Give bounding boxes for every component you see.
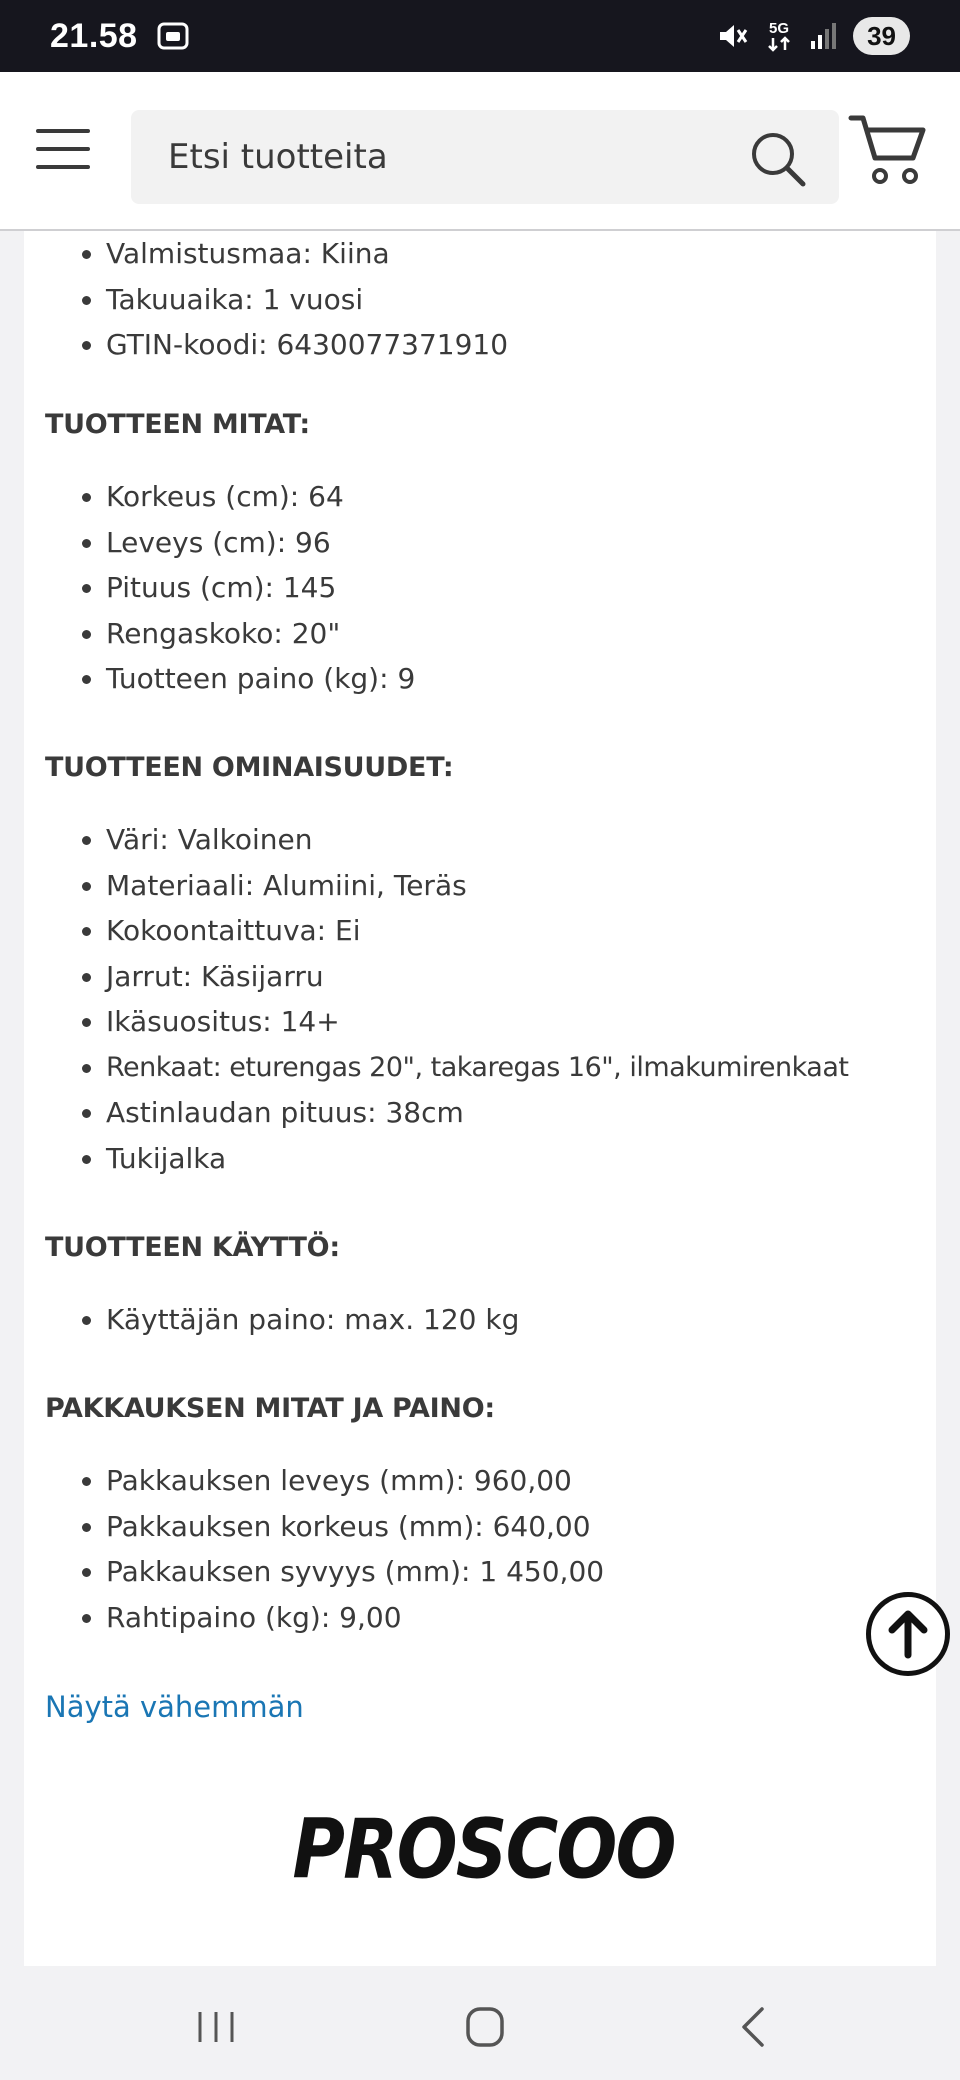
list-item: Pakkauksen korkeus (mm): 640,00 bbox=[24, 1504, 936, 1550]
back-icon[interactable] bbox=[724, 2002, 784, 2052]
list-item: Kokoontaittuva: Ei bbox=[24, 908, 936, 954]
section-heading-usage: TUOTTEEN KÄYTTÖ: bbox=[45, 1232, 340, 1263]
network-label: 5G bbox=[769, 20, 790, 37]
menu-line bbox=[36, 165, 90, 169]
product-details bbox=[24, 231, 936, 1966]
network-5g-icon bbox=[763, 18, 795, 54]
search-icon[interactable] bbox=[749, 130, 807, 188]
list-item: GTIN-koodi: 6430077371910 bbox=[24, 322, 936, 368]
recent-apps-icon[interactable] bbox=[186, 2002, 246, 2052]
section-heading-features: TUOTTEEN OMINAISUUDET: bbox=[45, 752, 454, 783]
search-box[interactable] bbox=[131, 110, 839, 204]
list-item: Takuuaika: 1 vuosi bbox=[24, 277, 936, 323]
spec-list-dimensions bbox=[24, 474, 936, 702]
list-item: Pakkauksen leveys (mm): 960,00 bbox=[24, 1458, 936, 1504]
list-item: Jarrut: Käsijarru bbox=[24, 954, 936, 1000]
list-item: Rengaskoko: 20" bbox=[24, 611, 936, 657]
list-item: Korkeus (cm): 64 bbox=[24, 474, 936, 520]
mute-icon bbox=[715, 19, 749, 53]
brand-name: PROSCOO bbox=[292, 1803, 675, 1898]
cart-icon[interactable] bbox=[848, 112, 926, 188]
section-heading-dimensions: TUOTTEEN MITAT: bbox=[45, 409, 310, 440]
list-item: Astinlaudan pituus: 38cm bbox=[24, 1090, 936, 1136]
spec-list-package bbox=[24, 1458, 936, 1640]
scroll-to-top-button[interactable] bbox=[866, 1592, 950, 1676]
list-item: Materiaali: Alumiini, Teräs bbox=[24, 863, 936, 909]
status-left bbox=[50, 17, 190, 56]
list-item: Pakkauksen syvyys (mm): 1 450,00 bbox=[24, 1549, 936, 1595]
status-bar bbox=[0, 0, 960, 72]
list-item: Ikäsuositus: 14+ bbox=[24, 999, 936, 1045]
home-icon[interactable] bbox=[455, 2002, 515, 2052]
screenshot-icon bbox=[156, 21, 190, 51]
list-item: Käyttäjän paino: max. 120 kg bbox=[24, 1297, 936, 1343]
search-input[interactable] bbox=[168, 110, 728, 204]
spec-list-usage bbox=[24, 1297, 936, 1343]
arrow-up-icon bbox=[871, 1597, 945, 1671]
list-item: Väri: Valkoinen bbox=[24, 817, 936, 863]
brand-logo bbox=[292, 1800, 675, 1900]
list-item: Tukijalka bbox=[24, 1136, 936, 1182]
battery-indicator: 39 bbox=[853, 17, 910, 55]
list-item: Pituus (cm): 145 bbox=[24, 565, 936, 611]
section-heading-package: PAKKAUKSEN MITAT JA PAINO: bbox=[45, 1393, 495, 1424]
list-item: Tuotteen paino (kg): 9 bbox=[24, 656, 936, 702]
list-item: Renkaat: eturengas 20", takaregas 16", ilmakumirenkaat bbox=[24, 1045, 936, 1091]
list-item: Leveys (cm): 96 bbox=[24, 520, 936, 566]
status-right bbox=[715, 17, 910, 55]
site-header bbox=[0, 72, 960, 231]
menu-button[interactable] bbox=[36, 129, 90, 169]
list-item: Valmistusmaa: Kiina bbox=[24, 231, 936, 277]
clock: 21.58 bbox=[50, 16, 138, 55]
menu-line bbox=[36, 129, 90, 133]
system-nav-bar bbox=[0, 1966, 960, 2080]
show-less-link[interactable]: Näytä vähemmän bbox=[45, 1690, 304, 1724]
list-item: Rahtipaino (kg): 9,00 bbox=[24, 1595, 936, 1641]
spec-list-features bbox=[24, 817, 936, 1181]
spec-list-general bbox=[24, 231, 936, 368]
menu-line bbox=[36, 147, 90, 151]
signal-icon bbox=[809, 21, 839, 51]
